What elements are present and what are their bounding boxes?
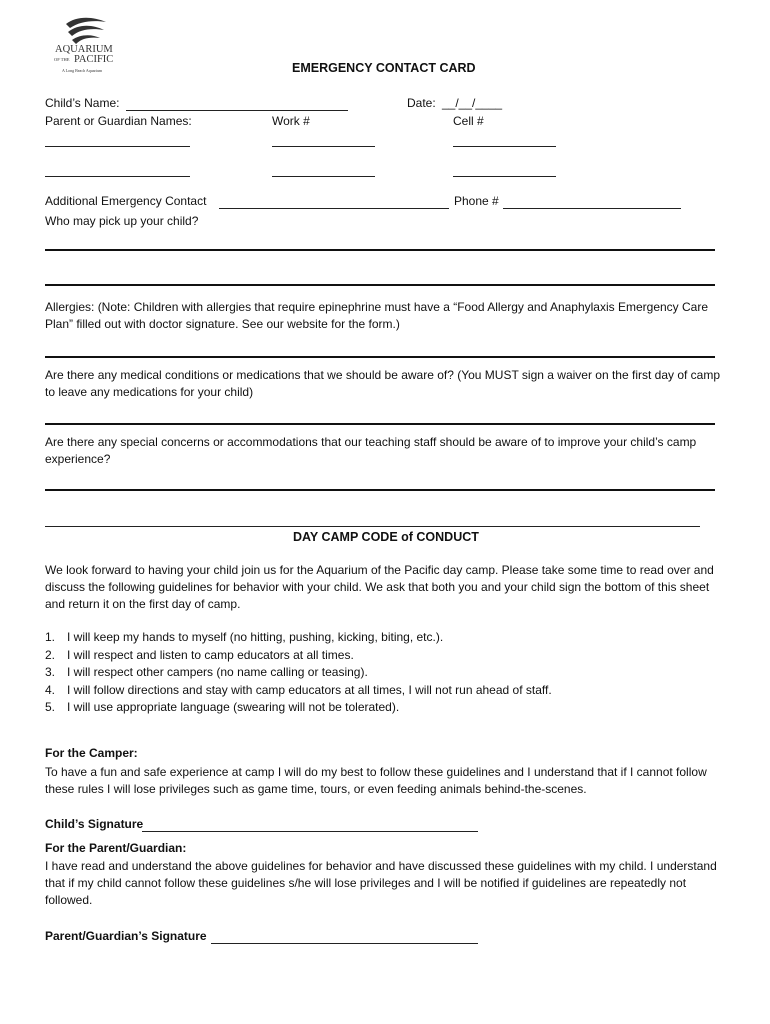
medical-question: Are there any medical conditions or medications that we should be aware of? (You MUST sign a waiver on the first day of camp to leave any medications for your child) (45, 368, 721, 399)
guardian-name-field-2[interactable] (45, 176, 190, 177)
child-name-field[interactable] (126, 110, 348, 111)
rule-text: I will respect and listen to camp educators at all times. (67, 647, 354, 662)
pickup-question: Who may pick up your child? (45, 214, 199, 228)
logo-tagline: A Long Beach Aquarium (62, 68, 103, 73)
child-name-label: Child’s Name: (45, 96, 120, 110)
rule-item (45, 682, 552, 700)
camper-heading: For the Camper: (45, 746, 138, 760)
logo-line-1: AQUARIUM (55, 44, 113, 55)
cell-label: Cell # (453, 114, 484, 128)
rule-item (45, 699, 552, 717)
rules-list (45, 629, 552, 717)
work-phone-field-2[interactable] (272, 176, 375, 177)
guardian-names-label: Parent or Guardian Names: (45, 114, 192, 128)
date-label: Date: (407, 96, 436, 110)
parent-signature-field[interactable] (211, 943, 478, 944)
work-label: Work # (272, 114, 310, 128)
aquarium-logo (50, 14, 130, 76)
rule-text: I will respect other campers (no name calling or teasing). (67, 665, 368, 679)
additional-contact-field[interactable] (219, 208, 449, 209)
work-phone-field-1[interactable] (272, 146, 375, 147)
cell-phone-field-2[interactable] (453, 176, 556, 177)
section-divider (45, 526, 700, 527)
wave-logo-icon (62, 14, 110, 48)
guardian-name-field-1[interactable] (45, 146, 190, 147)
rule-item (45, 664, 552, 682)
code-of-conduct-title: DAY CAMP CODE of CONDUCT (293, 530, 479, 544)
rule-number: 1. (45, 630, 56, 644)
rule-text: I will follow directions and stay with camp educators at all times, I will not run ahead of staff. (67, 682, 552, 697)
allergies-answer-line[interactable] (45, 356, 715, 358)
rule-number: 4. (45, 682, 56, 697)
rule-item (45, 647, 552, 665)
rule-number: 2. (45, 647, 56, 662)
code-intro: We look forward to having your child join us for the Aquarium of the Pacific day camp. Please take some time to read over and discuss the following guidelines for behavior with your child. We ask that both you and your child sign the bottom of this sheet and return it on the first day of camp. (45, 563, 714, 611)
parent-text: I have read and understand the above guidelines for behavior and have discussed these guidelines with my child. I understand that if my child cannot follow these guidelines s/he will lose privileges and I will be notified if guidelines are repeatedly not followed. (45, 859, 717, 907)
camper-text: To have a fun and safe experience at camp I will do my best to follow these guidelines and I understand that if I cannot follow these rules I will lose privileges such as game time, tours, or even feeding animals behind-the-scenes. (45, 765, 707, 796)
child-signature-label: Child’s Signature (45, 817, 144, 831)
allergies-question: Allergies: (Note: Children with allergies that require epinephrine must have a “Food Allergy and Anaphylaxis Emergency Care Plan” filled out with doctor signature. See our website for the form.) (45, 300, 709, 331)
rule-item (45, 629, 552, 647)
concerns-question: Are there any special concerns or accommodations that our teaching staff should be aware of to improve your child’s camp experience? (45, 435, 697, 466)
rule-number: 5. (45, 700, 56, 714)
medical-answer-line[interactable] (45, 423, 715, 425)
parent-heading: For the Parent/Guardian: (45, 841, 187, 855)
rule-text: I will keep my hands to myself (no hitting, pushing, kicking, biting, etc.). (67, 630, 444, 644)
pickup-answer-line-1[interactable] (45, 249, 715, 251)
rule-text: I will use appropriate language (swearing will not be tolerated). (67, 700, 400, 714)
date-field[interactable]: __/__/____ (442, 96, 503, 110)
pickup-answer-line-2[interactable] (45, 284, 715, 286)
cell-phone-field-1[interactable] (453, 146, 556, 147)
parent-signature-label: Parent/Guardian’s Signature (45, 929, 207, 943)
page-title: EMERGENCY CONTACT CARD (292, 61, 476, 75)
additional-phone-field[interactable] (503, 208, 681, 209)
child-signature-field[interactable] (142, 831, 478, 832)
rule-number: 3. (45, 665, 56, 679)
logo-line-2-prefix: OF THE (54, 57, 70, 62)
additional-contact-label: Additional Emergency Contact (45, 194, 207, 208)
logo-line-2: PACIFIC (74, 54, 114, 65)
concerns-answer-line[interactable] (45, 489, 715, 491)
phone-label: Phone # (454, 194, 499, 208)
